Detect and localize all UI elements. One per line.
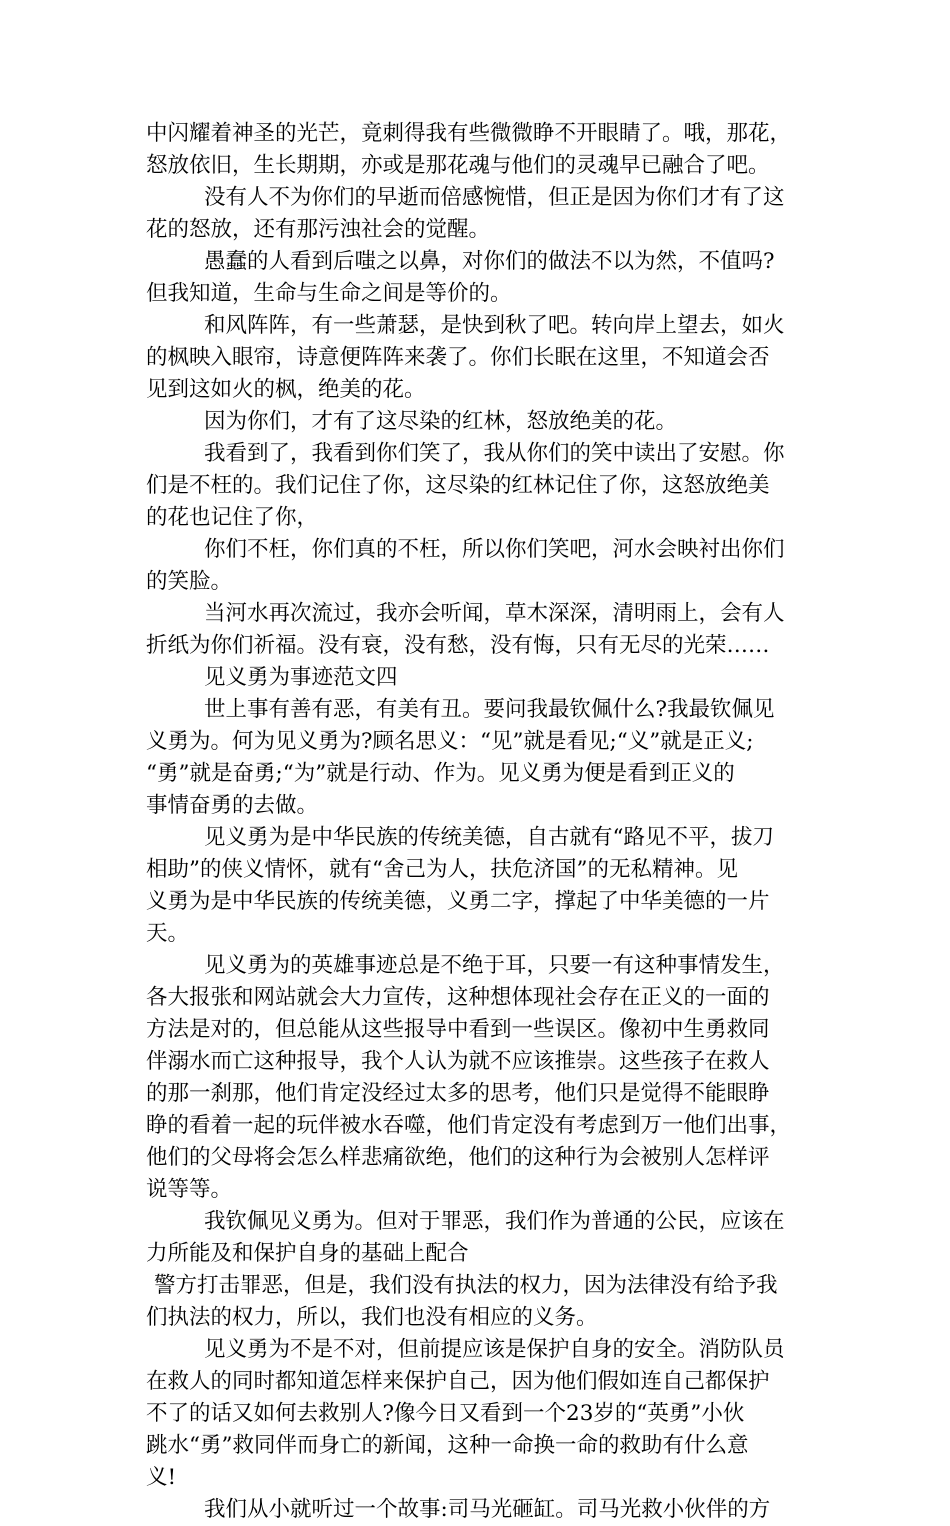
- text-line: 们执法的权力，所以，我们也没有相应的义务。: [146, 1305, 598, 1330]
- text-line: 不了的话又如何去救别人?像今日又看到一个23岁的“英勇”小伙: [146, 1401, 745, 1426]
- text-line: 怒放依旧，生长期期，亦或是那花魂与他们的灵魂早已融合了吧。: [146, 153, 770, 178]
- text-line: “勇”就是奋勇;“为”就是行动、作为。见义勇为便是看到正义的: [146, 761, 735, 786]
- text-line: 我钦佩见义勇为。但对于罪恶，我们作为普通的公民，应该在: [204, 1209, 785, 1234]
- text-line: 们是不枉的。我们记住了你，这尽染的红林记住了你，这怒放绝美: [146, 473, 770, 498]
- text-line: 方法是对的，但总能从这些报导中看到一些误区。像初中生勇救同: [146, 1017, 770, 1042]
- text-line: 天。: [146, 921, 190, 946]
- text-line: 花的怒放，还有那污浊社会的觉醒。: [146, 217, 491, 242]
- text-line: 在救人的同时都知道怎样来保护自己，因为他们假如连自己都保护: [146, 1369, 770, 1394]
- text-line: 义勇为是中华民族的传统美德，义勇二字，撑起了中华美德的一片: [146, 889, 770, 914]
- text-line: 你们不枉，你们真的不枉，所以你们笑吧，河水会映衬出你们: [204, 537, 785, 562]
- text-line: 见义勇为事迹范文四: [204, 665, 398, 690]
- text-line: 义!: [146, 1465, 177, 1490]
- text-line: 的花也记住了你，: [146, 505, 319, 530]
- text-line: 愚蠢的人看到后嗤之以鼻，对你们的做法不以为然，不值吗?: [204, 249, 775, 274]
- text-line: 力所能及和保护自身的基础上配合: [146, 1241, 469, 1266]
- text-line: 和风阵阵，有一些萧瑟，是快到秋了吧。转向岸上望去，如火: [204, 313, 785, 338]
- text-line: 的笑脸。: [146, 569, 233, 594]
- text-line: 各大报张和网站就会大力宣传，这种想体现社会存在正义的一面的: [146, 985, 770, 1010]
- text-line: 中闪耀着神圣的光芒，竟刺得我有些微微睁不开眼睛了。哦，那花，: [146, 121, 792, 146]
- text-line: 说等等。: [146, 1177, 233, 1202]
- text-line: 见义勇为的英雄事迹总是不绝于耳，只要一有这种事情发生，: [204, 953, 785, 978]
- text-line: 的那一刹那，他们肯定没经过太多的思考，他们只是觉得不能眼睁: [146, 1081, 770, 1106]
- text-line: 义勇为。何为见义勇为?顾名思义：“见”就是看见;“义”就是正义;: [146, 729, 754, 754]
- document-body: [146, 118, 816, 1526]
- text-line: 见义勇为是中华民族的传统美德，自古就有“路见不平，拔刀: [204, 825, 774, 850]
- text-line: 当河水再次流过，我亦会听闻，草木深深，清明雨上，会有人: [204, 601, 785, 626]
- text-line: 伴溺水而亡这种报导，我个人认为就不应该推崇。这些孩子在救人: [146, 1049, 770, 1074]
- text-line: 世上事有善有恶，有美有丑。要问我最钦佩什么?我最钦佩见: [204, 697, 775, 722]
- text-line: 见义勇为不是不对，但前提应该是保护自身的安全。消防队员: [204, 1337, 785, 1362]
- text-line: 跳水“勇”救同伴而身亡的新闻，这种一命换一命的救助有什么意: [146, 1433, 749, 1458]
- text-line: 我们从小就听过一个故事:司马光砸缸。司马光救小伙伴的方: [204, 1497, 771, 1522]
- text-line: 因为你们，才有了这尽染的红林，怒放绝美的花。: [204, 409, 678, 434]
- text-line: 我看到了，我看到你们笑了，我从你们的笑中读出了安慰。你: [204, 441, 785, 466]
- text-line: 他们的父母将会怎么样悲痛欲绝，他们的这种行为会被别人怎样评: [146, 1145, 770, 1170]
- text-line: 折纸为你们祈福。没有衰，没有愁，没有悔，只有无尽的光荣……: [146, 633, 770, 658]
- text-line: 但我知道，生命与生命之间是等价的。: [146, 281, 512, 306]
- text-line: 事情奋勇的去做。: [146, 793, 319, 818]
- text-line: 相助”的侠义情怀，就有“舍己为人，扶危济国”的无私精神。见: [146, 857, 738, 882]
- text-line: 警方打击罪恶，但是，我们没有执法的权力，因为法律没有给予我: [154, 1273, 778, 1298]
- text-line: 睁的看着一起的玩伴被水吞噬，他们肯定没有考虑到万一他们出事，: [146, 1113, 792, 1138]
- text-line: 见到这如火的枫，绝美的花。: [146, 377, 426, 402]
- text-line: 没有人不为你们的早逝而倍感惋惜，但正是因为你们才有了这: [204, 185, 785, 210]
- text-line: 的枫映入眼帘，诗意便阵阵来袭了。你们长眠在这里，不知道会否: [146, 345, 770, 370]
